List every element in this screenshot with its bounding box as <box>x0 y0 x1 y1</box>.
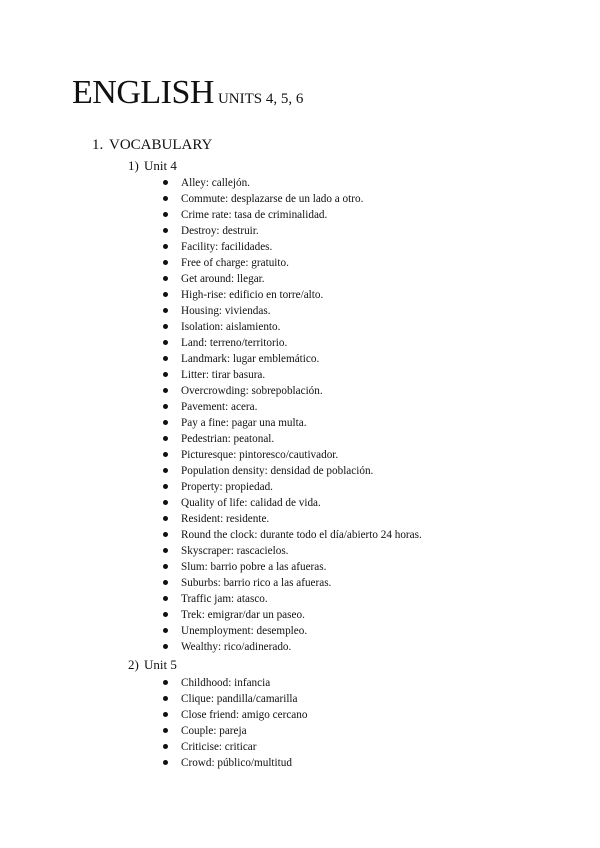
vocab-entry: Land: terreno/territorio. <box>181 337 288 349</box>
list-item <box>0 607 422 623</box>
unit-number: 2) <box>128 657 139 672</box>
vocab-entry: Childhood: infancia <box>181 677 271 689</box>
page-title <box>72 74 303 112</box>
vocab-entry: Pavement: acera. <box>181 401 258 413</box>
bullet-icon <box>163 212 168 217</box>
list-item <box>0 431 422 447</box>
list-item <box>0 755 307 771</box>
title-subtitle: UNITS 4, 5, 6 <box>217 91 304 107</box>
vocab-entry: Isolation: aislamiento. <box>181 321 281 333</box>
vocab-entry: Skyscraper: rascacielos. <box>181 545 289 557</box>
vocab-entry: Picturesque: pintoresco/cautivador. <box>181 449 339 461</box>
vocab-entry: Landmark: lugar emblemático. <box>181 353 320 365</box>
title-main: ENGLISH <box>72 74 214 111</box>
unit-number: 1) <box>128 158 139 173</box>
vocab-entry: Round the clock: durante todo el día/abierto 24 horas. <box>181 529 422 541</box>
vocab-entry: Resident: residente. <box>181 513 270 525</box>
list-item <box>0 559 422 575</box>
bullet-icon <box>163 340 168 345</box>
list-item <box>0 707 307 723</box>
list-item <box>0 367 422 383</box>
bullet-icon <box>163 180 168 185</box>
vocab-entry: Housing: viviendas. <box>181 305 271 317</box>
vocab-entry: Alley: callejón. <box>181 177 250 189</box>
bullet-icon <box>163 196 168 201</box>
list-item <box>0 639 422 655</box>
bullet-icon <box>163 612 168 617</box>
bullet-icon <box>163 324 168 329</box>
vocab-entry: Commute: desplazarse de un lado a otro. <box>181 193 364 205</box>
vocab-entry: Overcrowding: sobrepoblación. <box>181 385 323 397</box>
list-item <box>0 255 422 271</box>
bullet-icon <box>163 228 168 233</box>
bullet-icon <box>163 372 168 377</box>
list-item <box>0 207 422 223</box>
vocab-entry: Unemployment: desempleo. <box>181 625 308 637</box>
list-item <box>0 303 422 319</box>
list-item <box>0 383 422 399</box>
bullet-icon <box>163 292 168 297</box>
bullet-icon <box>163 260 168 265</box>
list-item <box>0 351 422 367</box>
bullet-icon <box>163 452 168 457</box>
list-item <box>0 271 422 287</box>
vocab-entry: Criticise: criticar <box>181 741 257 753</box>
bullet-icon <box>163 420 168 425</box>
section-label: VOCABULARY <box>109 137 213 153</box>
unit-5-vocabulary-list <box>0 675 307 771</box>
list-item <box>0 591 422 607</box>
list-item <box>0 335 422 351</box>
bullet-icon <box>163 680 168 685</box>
bullet-icon <box>163 696 168 701</box>
list-item <box>0 527 422 543</box>
bullet-icon <box>163 728 168 733</box>
list-item <box>0 691 307 707</box>
unit-4-vocabulary-list <box>0 175 422 655</box>
vocab-entry: Traffic jam: atasco. <box>181 593 268 605</box>
bullet-icon <box>163 308 168 313</box>
unit-heading-5 <box>128 657 177 673</box>
vocab-entry: Free of charge: gratuito. <box>181 257 289 269</box>
list-item <box>0 739 307 755</box>
bullet-icon <box>163 580 168 585</box>
vocab-entry: Wealthy: rico/adinerado. <box>181 641 292 653</box>
vocab-entry: Suburbs: barrio rico a las afueras. <box>181 577 332 589</box>
vocab-entry: Couple: pareja <box>181 725 247 737</box>
bullet-icon <box>163 564 168 569</box>
bullet-icon <box>163 484 168 489</box>
vocab-entry: Population density: densidad de población. <box>181 465 374 477</box>
unit-label: Unit 5 <box>144 657 177 672</box>
list-item <box>0 675 307 691</box>
list-item <box>0 319 422 335</box>
list-item <box>0 287 422 303</box>
bullet-icon <box>163 516 168 521</box>
bullet-icon <box>163 644 168 649</box>
bullet-icon <box>163 712 168 717</box>
vocab-entry: Slum: barrio pobre a las afueras. <box>181 561 327 573</box>
vocab-entry: Crowd: público/multitud <box>181 757 292 769</box>
list-item <box>0 399 422 415</box>
vocab-entry: Quality of life: calidad de vida. <box>181 497 321 509</box>
vocab-entry: Facility: facilidades. <box>181 241 273 253</box>
list-item <box>0 479 422 495</box>
bullet-icon <box>163 388 168 393</box>
bullet-icon <box>163 468 168 473</box>
list-item <box>0 223 422 239</box>
bullet-icon <box>163 744 168 749</box>
bullet-icon <box>163 532 168 537</box>
vocab-entry: Litter: tirar basura. <box>181 369 266 381</box>
vocab-entry: Pay a fine: pagar una multa. <box>181 417 307 429</box>
list-item <box>0 191 422 207</box>
vocab-entry: Crime rate: tasa de criminalidad. <box>181 209 328 221</box>
list-item <box>0 575 422 591</box>
bullet-icon <box>163 244 168 249</box>
bullet-icon <box>163 628 168 633</box>
section-heading-vocabulary <box>92 137 212 154</box>
bullet-icon <box>163 548 168 553</box>
list-item <box>0 495 422 511</box>
list-item <box>0 175 422 191</box>
list-item <box>0 463 422 479</box>
vocab-entry: Trek: emigrar/dar un paseo. <box>181 609 305 621</box>
bullet-icon <box>163 760 168 765</box>
bullet-icon <box>163 500 168 505</box>
unit-label: Unit 4 <box>144 158 177 173</box>
vocab-entry: High-rise: edificio en torre/alto. <box>181 289 324 301</box>
bullet-icon <box>163 436 168 441</box>
section-number: 1. <box>92 137 104 153</box>
list-item <box>0 239 422 255</box>
bullet-icon <box>163 276 168 281</box>
list-item <box>0 415 422 431</box>
bullet-icon <box>163 596 168 601</box>
bullet-icon <box>163 356 168 361</box>
bullet-icon <box>163 404 168 409</box>
vocab-entry: Close friend: amigo cercano <box>181 709 308 721</box>
unit-heading-4 <box>128 158 177 174</box>
list-item <box>0 511 422 527</box>
vocab-entry: Pedestrian: peatonal. <box>181 433 275 445</box>
vocab-entry: Destroy: destruir. <box>181 225 259 237</box>
list-item <box>0 543 422 559</box>
list-item <box>0 623 422 639</box>
list-item <box>0 723 307 739</box>
vocab-entry: Property: propiedad. <box>181 481 273 493</box>
vocab-entry: Get around: llegar. <box>181 273 265 285</box>
vocab-entry: Clique: pandilla/camarilla <box>181 693 298 705</box>
list-item <box>0 447 422 463</box>
